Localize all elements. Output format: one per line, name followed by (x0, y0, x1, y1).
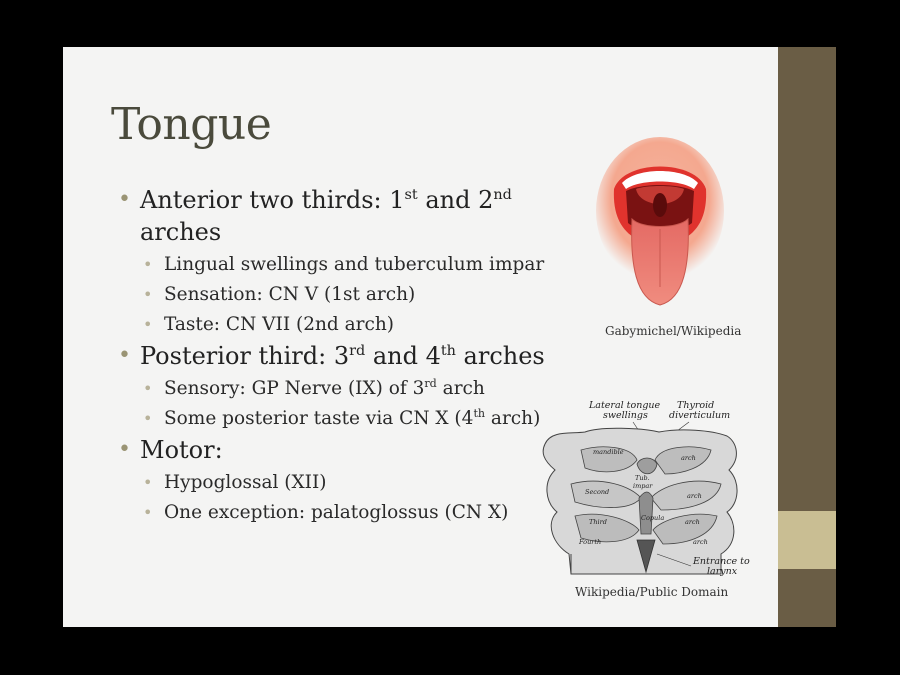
sub-bullet: • Sensation: CN V (1st arch) (118, 280, 578, 310)
svg-text:arch: arch (693, 538, 708, 546)
label-entrance-1: Entrance to (693, 556, 750, 567)
side-decoration-accent (778, 511, 836, 569)
label-lateral-1: Lateral tongue (589, 400, 661, 411)
bullet-posterior (118, 340, 578, 372)
superscript: nd (493, 187, 512, 203)
bullet-text: arches (140, 218, 222, 246)
bullet-text: and 2 (417, 186, 494, 214)
sub-bullet-text: Some posterior taste via CN X (4 (164, 408, 474, 429)
tongue-illustration (596, 137, 724, 315)
superscript: rd (349, 343, 366, 359)
bullet-text: Anterior two thirds: 1 (140, 186, 405, 214)
sub-bullet: • Hypoglossal (XII) (118, 468, 578, 498)
sub-bullet-text: arch) (485, 408, 541, 429)
label-entrance-2: larynx (707, 566, 738, 577)
sub-bullet-text: Sensory: GP Nerve (IX) of 3 (164, 378, 425, 399)
sub-bullet: • One exception: palatoglossus (CN X) (118, 498, 578, 528)
sub-bullet: • Taste: CN VII (2nd arch) (118, 310, 578, 340)
label-thyroid-2: diverticulum (669, 410, 731, 421)
superscript: rd (424, 376, 437, 390)
bullet-anterior (118, 184, 578, 248)
svg-text:arch: arch (681, 454, 696, 462)
svg-text:Tub.: Tub. (635, 474, 650, 482)
svg-text:impar: impar (633, 482, 653, 490)
superscript: th (440, 343, 456, 359)
label-lateral-2: swellings (603, 410, 648, 421)
figure-caption: Wikipedia/Public Domain (575, 585, 729, 599)
bullet-list (118, 184, 578, 528)
sub-bullet: • Lingual swellings and tuberculum impar (118, 250, 578, 280)
sub-bullet (118, 404, 578, 434)
svg-text:Fourth: Fourth (579, 538, 602, 546)
svg-text:Second: Second (585, 488, 610, 496)
superscript: st (404, 187, 418, 203)
label-thyroid-1: Thyroid (677, 400, 715, 411)
bullet-text: arches (455, 342, 545, 370)
slide-title: Tongue (111, 99, 272, 150)
bullet-motor: • Motor: (118, 434, 578, 466)
sub-bullet-text: arch (436, 378, 485, 399)
svg-text:arch: arch (685, 518, 700, 526)
slide (63, 47, 778, 627)
bullet-text: and 4 (365, 342, 441, 370)
svg-text:arch: arch (687, 492, 702, 500)
embryology-diagram (541, 394, 751, 579)
svg-text:Copula: Copula (641, 514, 665, 522)
superscript: th (473, 406, 486, 420)
figure-caption: Gabymichel/Wikipedia (605, 324, 742, 338)
bullet-text: Posterior third: 3 (140, 342, 350, 370)
svg-text:Third: Third (589, 518, 607, 526)
sub-bullet (118, 374, 578, 404)
svg-text:mandible: mandible (593, 448, 624, 456)
